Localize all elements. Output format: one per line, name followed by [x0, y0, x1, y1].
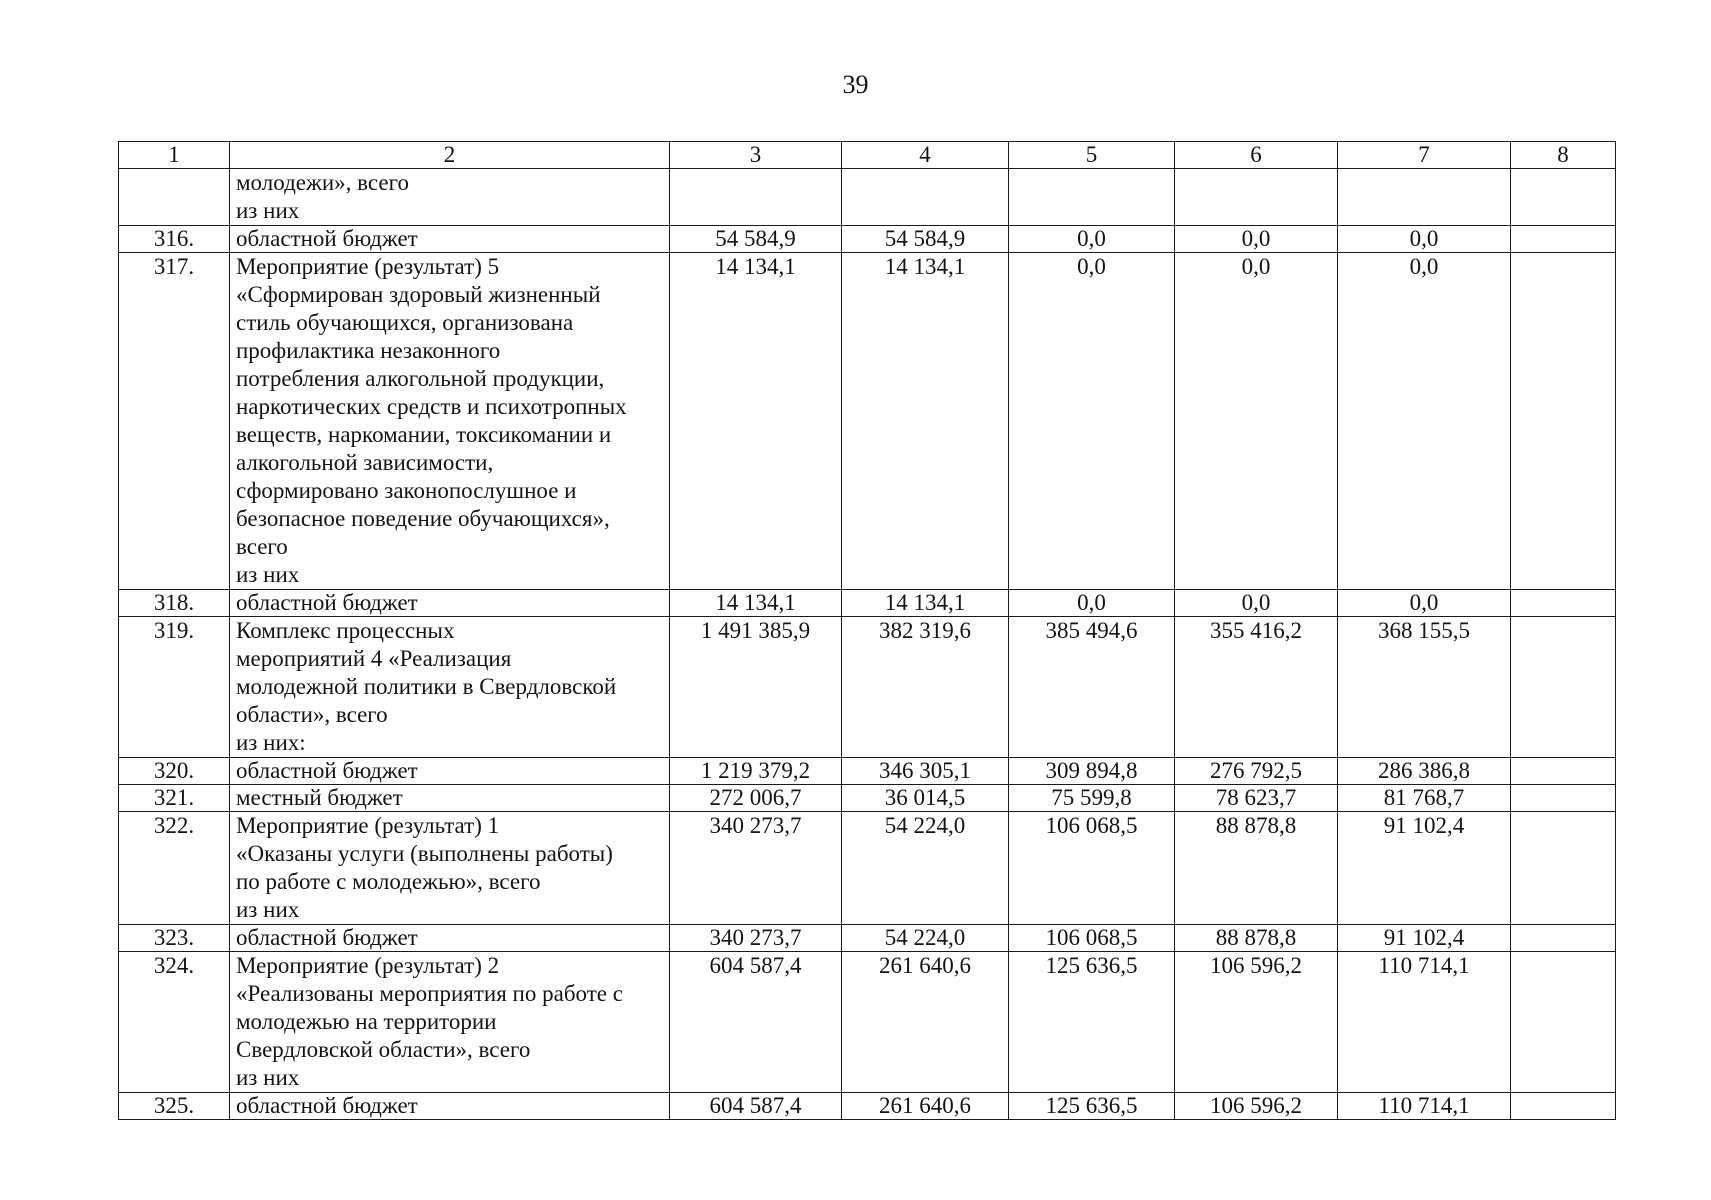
value-cell-c7: 286 386,8 [1338, 758, 1511, 785]
table-header-row [119, 142, 1616, 169]
row-number: 317. [119, 253, 230, 590]
value-cell-c6: 355 416,2 [1175, 617, 1338, 758]
row-number: 319. [119, 617, 230, 758]
value-cell-c4: 261 640,6 [842, 952, 1009, 1093]
description-line: «Сформирован здоровый жизненный [236, 282, 601, 307]
value-cell-c5: 0,0 [1009, 590, 1175, 617]
value-cell-c3: 54 584,9 [670, 226, 842, 253]
description-line: «Реализованы мероприятия по работе с [236, 981, 623, 1006]
description-line: алкогольной зависимости, [236, 450, 494, 475]
value-cell-c6: 78 623,7 [1175, 785, 1338, 812]
value-cell-c6: 106 596,2 [1175, 1093, 1338, 1120]
table-row [119, 925, 1616, 952]
value-cell-c5: 0,0 [1009, 253, 1175, 590]
description-line: молодежной политики в Свердловской [236, 674, 617, 699]
row-number: 323. [119, 925, 230, 952]
row-number: 324. [119, 952, 230, 1093]
table-row [119, 590, 1616, 617]
description-line: из них [236, 562, 300, 587]
table-body [119, 142, 1616, 1120]
value-cell-c3: 604 587,4 [670, 952, 842, 1093]
value-cell-c8 [1511, 952, 1616, 1093]
value-cell-c8 [1511, 1093, 1616, 1120]
value-cell-c4: 261 640,6 [842, 1093, 1009, 1120]
description-line: Комплекс процессных [236, 618, 455, 643]
description-line: из них: [236, 730, 306, 755]
description-line: по работе с молодежью», всего [236, 869, 541, 894]
row-number: 322. [119, 812, 230, 925]
value-cell-c6: 88 878,8 [1175, 812, 1338, 925]
value-cell-c8 [1511, 253, 1616, 590]
value-cell-c8 [1511, 812, 1616, 925]
description-line: потребления алкогольной продукции, [236, 366, 605, 391]
page-number: 39 [842, 70, 869, 99]
column-header: 1 [119, 142, 230, 169]
value-cell-c8 [1511, 758, 1616, 785]
value-cell-c6: 88 878,8 [1175, 925, 1338, 952]
value-cell-c4: 14 134,1 [842, 253, 1009, 590]
value-cell-c6: 0,0 [1175, 226, 1338, 253]
description-line: веществ, наркомании, токсикомании и [236, 422, 612, 447]
value-cell-c7: 0,0 [1338, 253, 1511, 590]
description-line: из них [236, 1065, 300, 1090]
description-line: «Оказаны услуги (выполнены работы) [236, 841, 613, 866]
description-line: областной бюджет [236, 226, 418, 251]
value-cell-c5: 0,0 [1009, 226, 1175, 253]
description-line: сформировано законопослушное и [236, 478, 577, 503]
row-description [230, 785, 670, 812]
row-description [230, 952, 670, 1093]
row-number: 321. [119, 785, 230, 812]
value-cell-c7: 0,0 [1338, 590, 1511, 617]
description-line: мероприятий 4 «Реализация [236, 646, 512, 671]
column-header: 2 [230, 142, 670, 169]
value-cell-c7: 91 102,4 [1338, 812, 1511, 925]
row-number: 318. [119, 590, 230, 617]
description-line: местный бюджет [236, 785, 403, 810]
row-number: 320. [119, 758, 230, 785]
description-line: Мероприятие (результат) 5 [236, 254, 500, 279]
budget-table [118, 141, 1616, 1120]
description-line: Мероприятие (результат) 2 [236, 953, 500, 978]
value-cell-c4: 346 305,1 [842, 758, 1009, 785]
value-cell-c3: 14 134,1 [670, 590, 842, 617]
value-cell-c4 [842, 169, 1009, 226]
value-cell-c7: 110 714,1 [1338, 952, 1511, 1093]
value-cell-c3: 272 006,7 [670, 785, 842, 812]
row-number: 316. [119, 226, 230, 253]
value-cell-c3: 1 491 385,9 [670, 617, 842, 758]
description-line: Мероприятие (результат) 1 [236, 813, 500, 838]
description-line: областной бюджет [236, 590, 418, 615]
description-line: наркотических средств и психотропных [236, 394, 627, 419]
description-line: Свердловской области», всего [236, 1037, 531, 1062]
table-row [119, 617, 1616, 758]
row-description [230, 590, 670, 617]
description-line: из них [236, 198, 300, 223]
value-cell-c7: 91 102,4 [1338, 925, 1511, 952]
value-cell-c3: 604 587,4 [670, 1093, 842, 1120]
value-cell-c8 [1511, 169, 1616, 226]
description-line: из них [236, 897, 300, 922]
table-row [119, 758, 1616, 785]
description-line: молодежи», всего [236, 170, 409, 195]
value-cell-c7: 0,0 [1338, 226, 1511, 253]
description-line: области», всего [236, 702, 388, 727]
column-header: 8 [1511, 142, 1616, 169]
value-cell-c4: 54 224,0 [842, 925, 1009, 952]
column-header: 5 [1009, 142, 1175, 169]
column-header: 7 [1338, 142, 1511, 169]
row-description [230, 1093, 670, 1120]
description-line: молодежью на территории [236, 1009, 497, 1034]
row-description [230, 617, 670, 758]
value-cell-c4: 36 014,5 [842, 785, 1009, 812]
row-description [230, 253, 670, 590]
description-line: областной бюджет [236, 1093, 418, 1118]
table-row [119, 785, 1616, 812]
value-cell-c6: 0,0 [1175, 590, 1338, 617]
value-cell-c8 [1511, 590, 1616, 617]
value-cell-c4: 14 134,1 [842, 590, 1009, 617]
value-cell-c5: 309 894,8 [1009, 758, 1175, 785]
value-cell-c8 [1511, 617, 1616, 758]
value-cell-c6: 276 792,5 [1175, 758, 1338, 785]
description-line: безопасное поведение обучающихся», [236, 506, 610, 531]
row-description [230, 812, 670, 925]
value-cell-c3: 1 219 379,2 [670, 758, 842, 785]
value-cell-c5 [1009, 169, 1175, 226]
column-header: 3 [670, 142, 842, 169]
value-cell-c7: 110 714,1 [1338, 1093, 1511, 1120]
description-line: стиль обучающихся, организована [236, 310, 574, 335]
description-line: всего [236, 534, 288, 559]
row-number [119, 169, 230, 226]
value-cell-c6: 0,0 [1175, 253, 1338, 590]
value-cell-c8 [1511, 226, 1616, 253]
value-cell-c4: 54 224,0 [842, 812, 1009, 925]
value-cell-c6 [1175, 169, 1338, 226]
table-row [119, 812, 1616, 925]
table-row [119, 169, 1616, 226]
value-cell-c5: 385 494,6 [1009, 617, 1175, 758]
row-description [230, 226, 670, 253]
column-header: 6 [1175, 142, 1338, 169]
table-row [119, 952, 1616, 1093]
value-cell-c7 [1338, 169, 1511, 226]
value-cell-c5: 106 068,5 [1009, 812, 1175, 925]
value-cell-c8 [1511, 925, 1616, 952]
description-line: профилактика незаконного [236, 338, 501, 363]
row-description [230, 758, 670, 785]
value-cell-c7: 368 155,5 [1338, 617, 1511, 758]
value-cell-c3: 340 273,7 [670, 925, 842, 952]
value-cell-c3 [670, 169, 842, 226]
table-row [119, 226, 1616, 253]
value-cell-c4: 382 319,6 [842, 617, 1009, 758]
column-header: 4 [842, 142, 1009, 169]
table-row [119, 1093, 1616, 1120]
row-description [230, 169, 670, 226]
description-line: областной бюджет [236, 925, 418, 950]
value-cell-c5: 125 636,5 [1009, 952, 1175, 1093]
value-cell-c4: 54 584,9 [842, 226, 1009, 253]
row-number: 325. [119, 1093, 230, 1120]
value-cell-c8 [1511, 785, 1616, 812]
value-cell-c7: 81 768,7 [1338, 785, 1511, 812]
row-description [230, 925, 670, 952]
value-cell-c6: 106 596,2 [1175, 952, 1338, 1093]
value-cell-c5: 106 068,5 [1009, 925, 1175, 952]
value-cell-c5: 75 599,8 [1009, 785, 1175, 812]
value-cell-c5: 125 636,5 [1009, 1093, 1175, 1120]
table-row [119, 253, 1616, 590]
value-cell-c3: 340 273,7 [670, 812, 842, 925]
value-cell-c3: 14 134,1 [670, 253, 842, 590]
description-line: областной бюджет [236, 758, 418, 783]
